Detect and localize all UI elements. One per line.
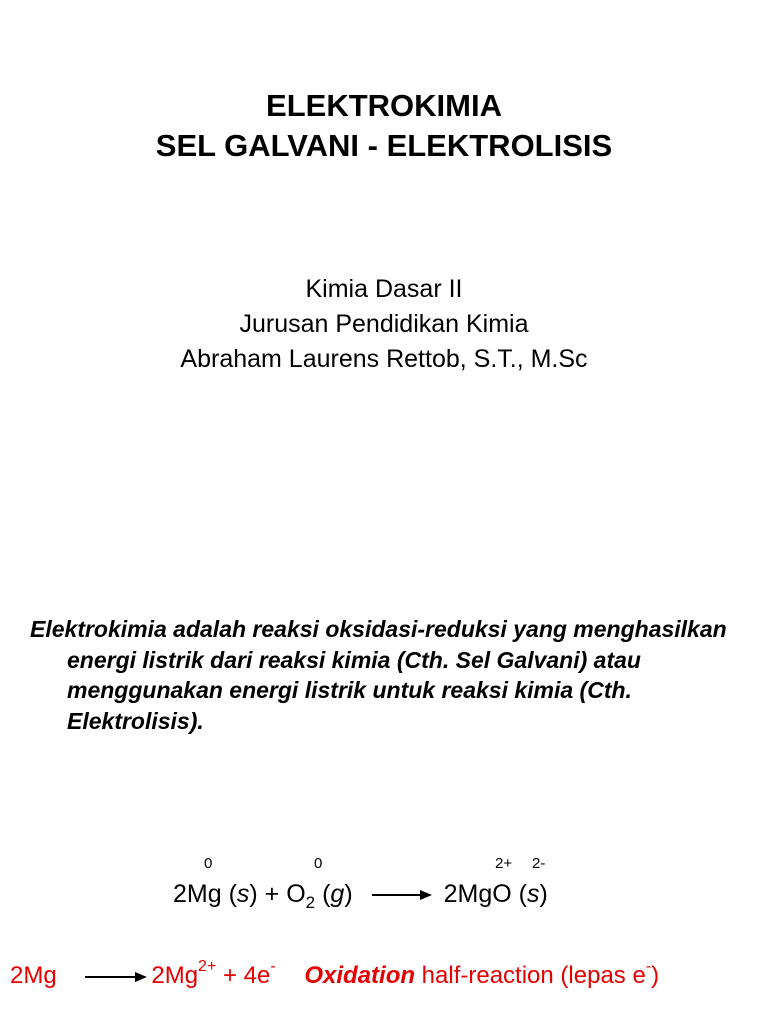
product-mgo: 2MgO (	[443, 880, 527, 908]
oxidation-number-o-product: 2-	[532, 855, 546, 872]
oxidation-number-o: 0	[314, 855, 323, 872]
product-close: )	[539, 880, 548, 908]
description-close: )	[651, 962, 660, 989]
half-reaction-description: half-reaction (lepas e	[415, 962, 646, 989]
half-reaction	[10, 958, 660, 991]
oxidation-label: Oxidation	[304, 962, 416, 989]
half-reactant: 2Mg	[10, 962, 57, 989]
redox-equation	[173, 879, 548, 912]
half-electrons-charge: -	[270, 958, 276, 975]
oxygen-state: g	[330, 880, 345, 908]
reaction-arrow-icon	[372, 888, 434, 902]
course-name: Kimia Dasar II	[305, 275, 463, 303]
plus-oxygen: ) + O	[249, 880, 306, 908]
department-name: Jurusan Pendidikan Kimia	[239, 310, 529, 338]
title-line-2: SEL GALVANI - ELEKTROLISIS	[155, 128, 613, 163]
author-name: Abraham Laurens Rettob, S.T., M.Sc	[180, 345, 588, 373]
half-product: 2Mg	[151, 962, 199, 989]
oxygen-state-open: (	[315, 880, 331, 908]
oxygen-subscript: 2	[305, 893, 316, 912]
reactant-mg-state: s	[236, 880, 250, 908]
oxygen-state-close: )	[344, 880, 353, 908]
half-reaction-arrow-icon	[85, 970, 149, 984]
title-line-1: ELEKTROKIMIA	[266, 88, 502, 123]
product-state: s	[526, 880, 540, 908]
half-electrons: + 4e	[216, 962, 271, 989]
oxidation-number-mg: 0	[204, 855, 213, 872]
description-electron-charge: -	[645, 958, 652, 975]
half-product-charge: 2+	[198, 958, 217, 975]
oxidation-number-mg-product: 2+	[495, 855, 513, 872]
reactant-mg: 2Mg (	[173, 880, 237, 908]
definition-paragraph: Elektrokimia adalah reaksi oksidasi-reduksi yang menghasilkan energi listrik dari reaksi kimia (Cth. Sel Galvani) atau menggunakan energi listrik untuk reaksi kimia (Cth. Elektrolisis).	[30, 616, 727, 734]
